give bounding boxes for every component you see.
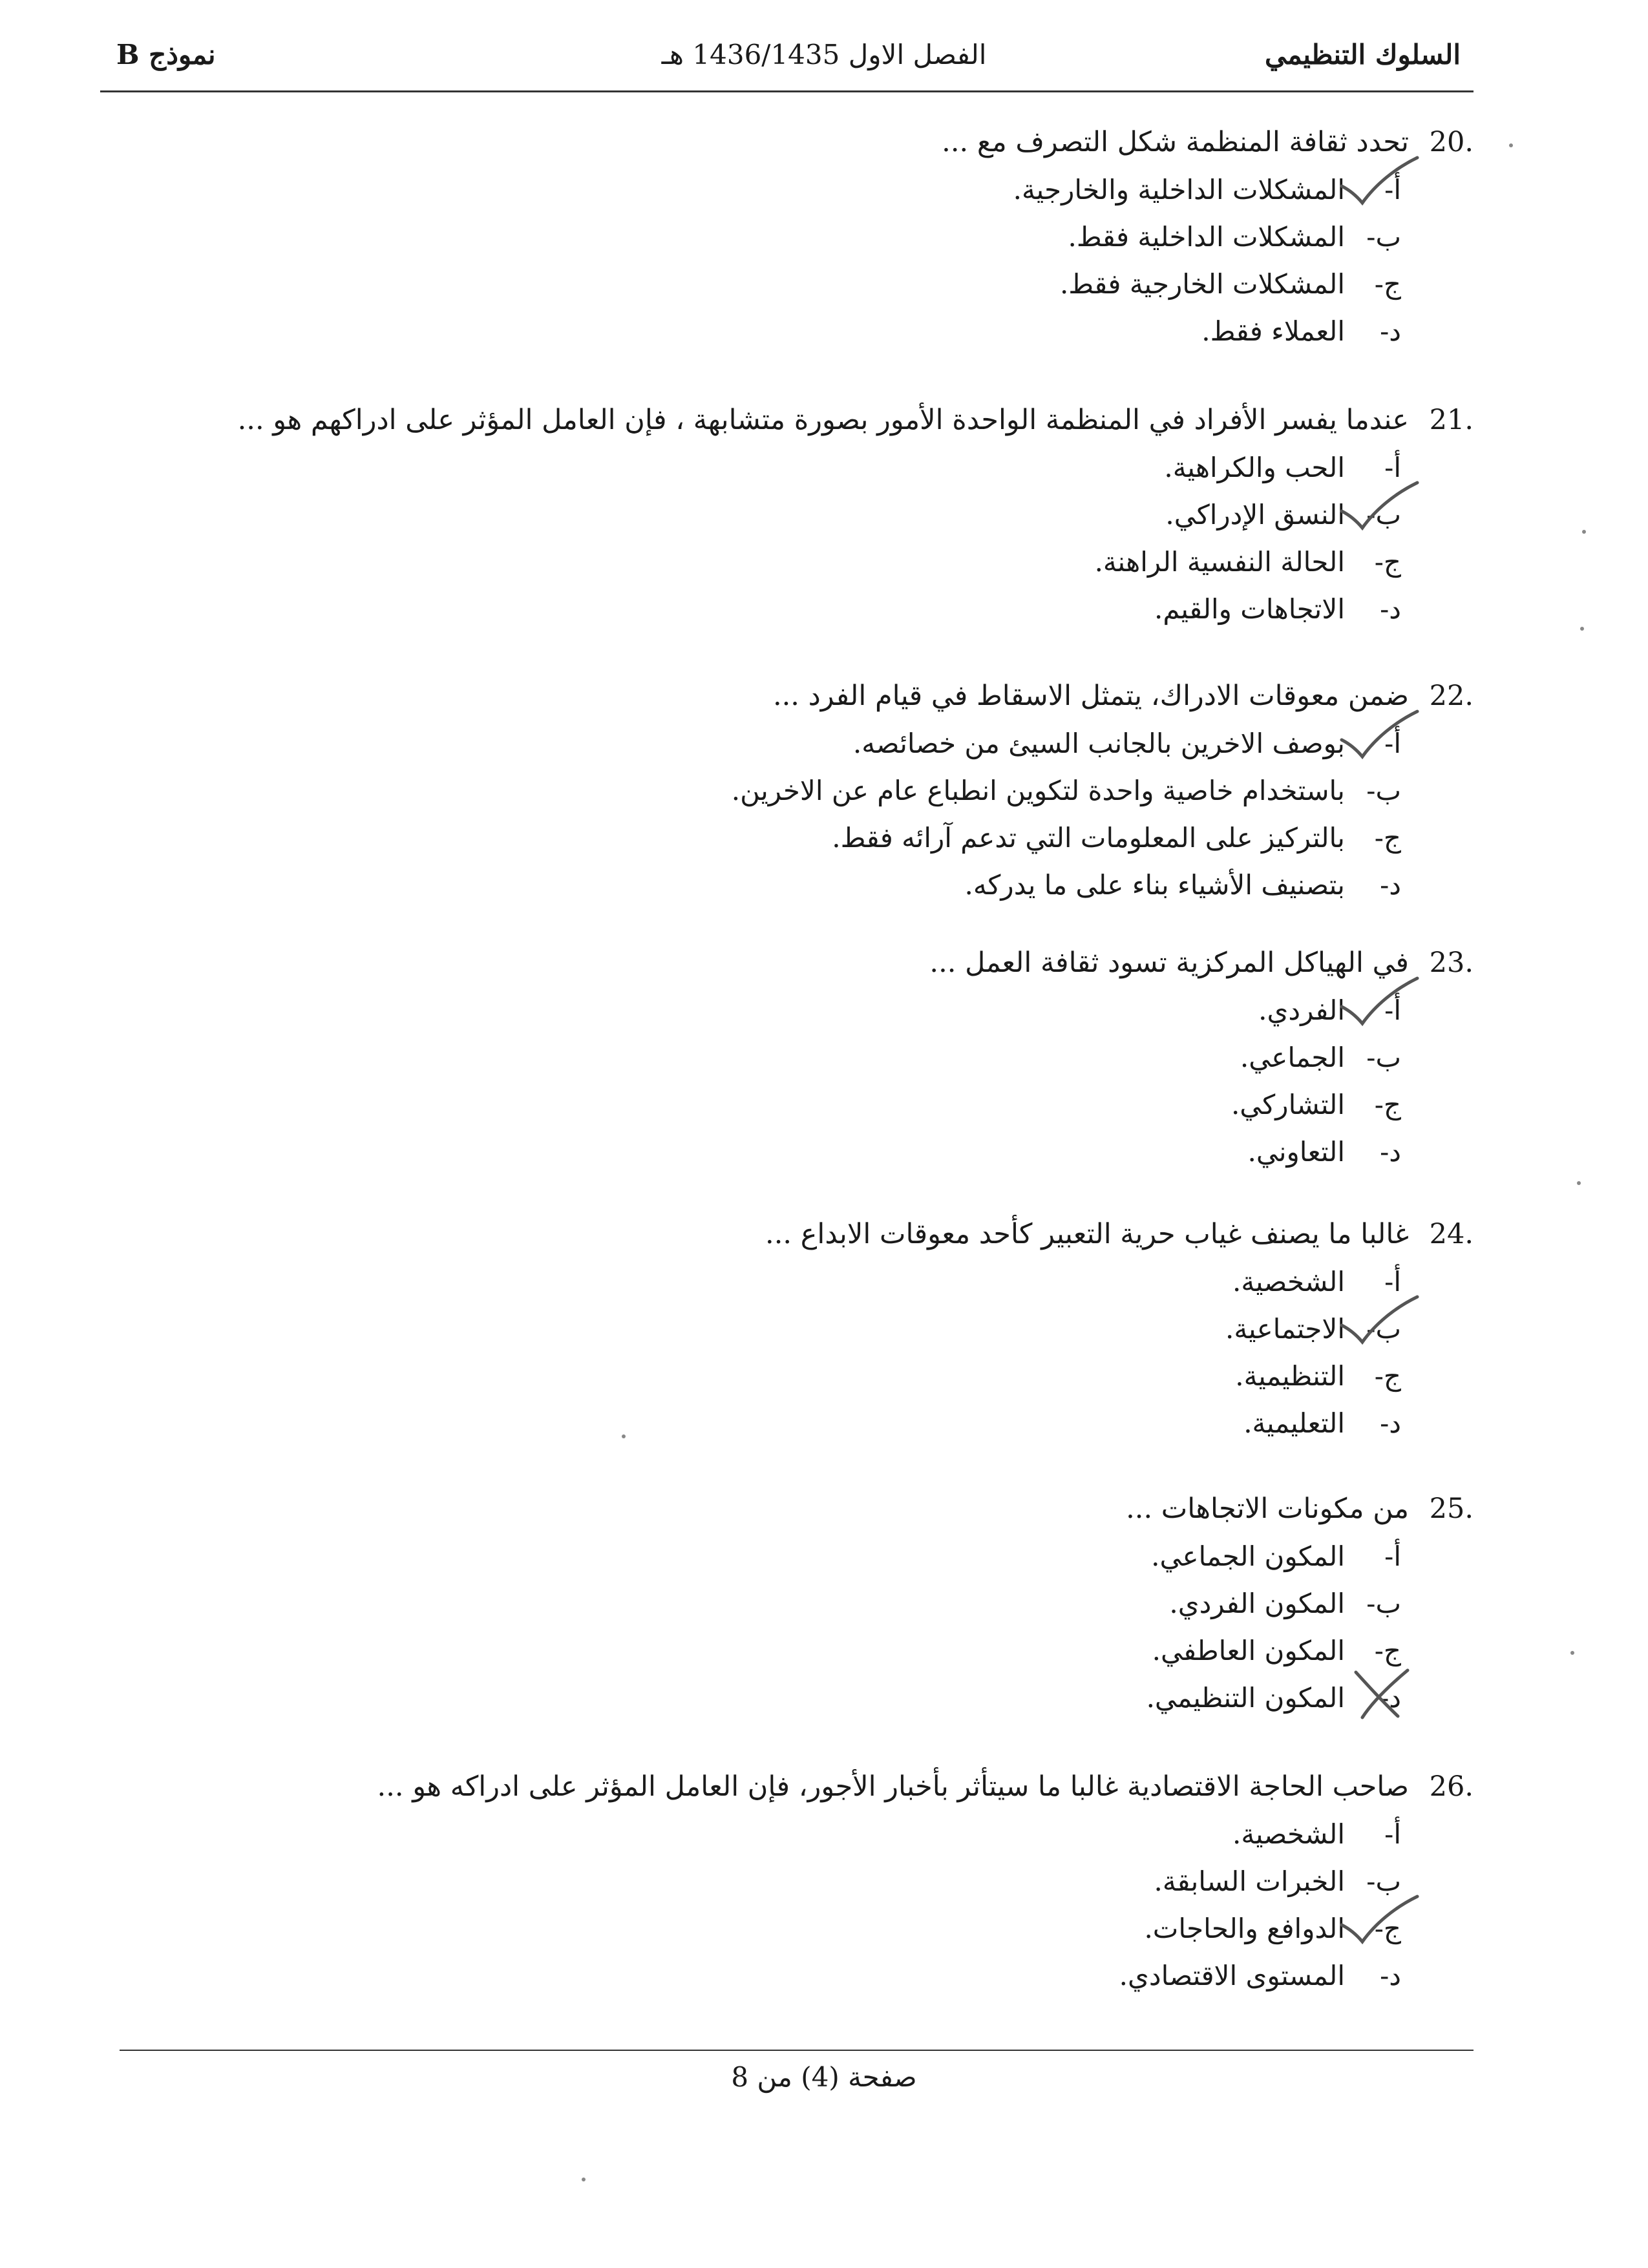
option-letter: ب- [1366, 499, 1401, 530]
option-text: المشكلات الداخلية والخارجية. [1013, 174, 1345, 205]
handwritten-cross-icon [1336, 1661, 1421, 1719]
question-number: 25. [1429, 1493, 1474, 1525]
option-text: العملاء فقط. [1201, 315, 1345, 347]
scan-speck [622, 1434, 626, 1438]
question-number: 22. [1429, 680, 1474, 712]
option-letter: ب- [1366, 775, 1401, 806]
question-23 [97, 943, 1474, 1180]
answer-option[interactable] [97, 496, 1401, 543]
option-text: باستخدام خاصية واحدة لتكوين انطباع عام عن الاخرين. [731, 775, 1345, 806]
scan-speck [1582, 530, 1586, 534]
scan-speck [1577, 1181, 1581, 1185]
scan-speck [1509, 143, 1513, 147]
option-letter: ب- [1366, 1588, 1401, 1619]
option-text: بتصنيف الأشياء بناء على ما يدركه. [964, 869, 1345, 901]
question-text: صاحب الحاجة الاقتصادية غالبا ما سيتأثر بأخبار الأجور، فإن العامل المؤثر على ادراكه هو ... [377, 1770, 1409, 1803]
answer-option[interactable] [97, 590, 1401, 637]
option-text: بالتركيز على المعلومات التي تدعم آرائه فقط. [832, 822, 1345, 854]
answer-option[interactable] [97, 1632, 1401, 1679]
option-letter: أ- [1384, 728, 1401, 759]
option-letter: د- [1380, 593, 1401, 625]
option-text: المكون الفردي. [1169, 1588, 1345, 1619]
question-text: من مكونات الاتجاهات ... [1126, 1493, 1409, 1525]
question-number: 23. [1429, 947, 1474, 979]
option-text: المكون العاطفي. [1152, 1635, 1345, 1666]
question-stem [97, 1767, 1474, 1806]
question-text: عندما يفسر الأفراد في المنظمة الواحدة الأمور بصورة متشابهة ، فإن العامل المؤثر على ادراكهم هو ... [237, 404, 1409, 436]
option-letter: ج- [1374, 822, 1401, 854]
answer-option[interactable] [97, 312, 1401, 359]
option-text: النسق الإدراكي. [1165, 499, 1345, 530]
options-list [97, 991, 1401, 1180]
option-letter: أ- [1384, 1818, 1401, 1850]
question-25 [97, 1489, 1474, 1726]
option-letter: أ- [1384, 994, 1401, 1026]
question-text: في الهياكل المركزية تسود ثقافة العمل ... [929, 947, 1409, 979]
option-letter: ب- [1366, 221, 1401, 253]
answer-option[interactable] [97, 543, 1401, 590]
answer-option[interactable] [97, 1310, 1401, 1357]
option-text: الدوافع والحاجات. [1144, 1913, 1345, 1944]
question-text: ضمن معوقات الادراك، يتمثل الاسقاط في قيام الفرد ... [772, 680, 1409, 712]
options-list [97, 1263, 1401, 1451]
handwritten-check-icon [1336, 973, 1421, 1031]
options-list [97, 1537, 1401, 1726]
option-text: الشخصية. [1232, 1818, 1345, 1850]
option-text: الفردي. [1258, 994, 1345, 1026]
option-text: التعليمية. [1243, 1407, 1345, 1439]
answer-option[interactable] [97, 1862, 1401, 1909]
answer-option[interactable] [97, 171, 1401, 218]
answer-option[interactable] [97, 1038, 1401, 1086]
answer-option[interactable] [97, 1357, 1401, 1404]
option-letter: د- [1380, 1960, 1401, 1991]
option-text: الحالة النفسية الراهنة. [1094, 546, 1345, 578]
answer-option[interactable] [97, 1086, 1401, 1133]
course-title: السلوك التنظيمي [1264, 39, 1461, 70]
question-number: 26. [1429, 1770, 1474, 1803]
answer-option[interactable] [97, 1404, 1401, 1451]
option-letter: أ- [1384, 1266, 1401, 1297]
handwritten-check-icon [1336, 478, 1421, 536]
question-stem [97, 1489, 1474, 1528]
answer-option[interactable] [97, 1957, 1401, 2004]
handwritten-check-icon [1336, 1891, 1421, 1949]
option-letter: د- [1380, 315, 1401, 347]
answer-option[interactable] [97, 991, 1401, 1038]
option-text: المكون الجماعي. [1151, 1540, 1345, 1572]
option-letter: أ- [1384, 452, 1401, 483]
option-text: المكون التنظيمي. [1146, 1682, 1345, 1714]
option-text: التعاوني. [1247, 1136, 1345, 1168]
question-number: 21. [1429, 404, 1474, 436]
option-text: الخبرات السابقة. [1154, 1865, 1345, 1897]
question-stem [97, 943, 1474, 982]
options-list [97, 171, 1401, 359]
scan-speck [1570, 1651, 1574, 1655]
options-list [97, 1815, 1401, 2004]
option-text: الاجتماعية. [1225, 1313, 1345, 1345]
option-letter: د- [1380, 1407, 1401, 1439]
answer-option[interactable] [97, 265, 1401, 312]
answer-option[interactable] [97, 772, 1401, 819]
option-letter: د- [1380, 869, 1401, 901]
handwritten-check-icon [1336, 1292, 1421, 1350]
answer-option[interactable] [97, 819, 1401, 866]
option-text: التشاركي. [1231, 1089, 1345, 1120]
question-text: غالبا ما يصنف غياب حرية التعبير كأحد معوقات الابداع ... [765, 1218, 1409, 1250]
option-text: الاتجاهات والقيم. [1154, 593, 1345, 625]
option-letter: د- [1380, 1136, 1401, 1168]
option-letter: ج- [1374, 1089, 1401, 1120]
option-letter: أ- [1384, 1540, 1401, 1572]
answer-option[interactable] [97, 1263, 1401, 1310]
option-text: المشكلات الخارجية فقط. [1059, 268, 1345, 300]
scan-speck [582, 2178, 586, 2181]
question-stem [97, 677, 1474, 715]
option-letter: ب- [1366, 1865, 1401, 1897]
answer-option[interactable] [97, 1909, 1401, 1957]
option-letter: ج- [1374, 1360, 1401, 1392]
answer-option[interactable] [97, 1679, 1401, 1726]
question-text: تحدد ثقافة المنظمة شكل التصرف مع ... [942, 126, 1409, 158]
page-number: صفحة (4) من 8 [731, 2061, 917, 2093]
question-20 [97, 123, 1474, 359]
question-24 [97, 1215, 1474, 1451]
answer-option[interactable] [97, 1584, 1401, 1632]
answer-option[interactable] [97, 866, 1401, 913]
handwritten-check-icon [1336, 706, 1421, 764]
answer-option[interactable] [97, 724, 1401, 772]
question-26 [97, 1767, 1474, 2004]
option-letter: ج- [1374, 546, 1401, 578]
answer-option[interactable] [97, 1133, 1401, 1180]
question-stem [97, 1215, 1474, 1254]
question-number: 24. [1429, 1218, 1474, 1250]
option-letter: ج- [1374, 268, 1401, 300]
option-letter: د- [1380, 1682, 1401, 1714]
question-number: 20. [1429, 126, 1474, 158]
answer-option[interactable] [97, 448, 1401, 496]
option-text: الشخصية. [1232, 1266, 1345, 1297]
question-stem [97, 123, 1474, 162]
question-21 [97, 401, 1474, 637]
model-label: نموذج B [116, 39, 216, 70]
answer-option[interactable] [97, 1815, 1401, 1862]
option-text: التنظيمية. [1235, 1360, 1345, 1392]
option-text: بوصف الاخرين بالجانب السيئ من خصائصه. [852, 728, 1345, 759]
handwritten-check-icon [1336, 152, 1421, 211]
answer-option[interactable] [97, 218, 1401, 265]
header-divider [100, 90, 1474, 92]
option-letter: أ- [1384, 174, 1401, 205]
scan-speck [1580, 627, 1584, 631]
option-letter: ب- [1366, 1313, 1401, 1345]
options-list [97, 448, 1401, 637]
option-text: المستوى الاقتصادي. [1119, 1960, 1345, 1991]
question-22 [97, 677, 1474, 913]
footer-divider [120, 2050, 1474, 2051]
term-label: الفصل الاول 1436/1435 هـ [661, 39, 987, 70]
options-list [97, 724, 1401, 913]
option-text: المشكلات الداخلية فقط. [1068, 221, 1345, 253]
answer-option[interactable] [97, 1537, 1401, 1584]
option-letter: ج- [1374, 1635, 1401, 1666]
option-letter: ج- [1374, 1913, 1401, 1944]
option-text: الحب والكراهية. [1164, 452, 1345, 483]
option-text: الجماعي. [1240, 1042, 1345, 1073]
option-letter: ب- [1366, 1042, 1401, 1073]
question-stem [97, 401, 1474, 439]
